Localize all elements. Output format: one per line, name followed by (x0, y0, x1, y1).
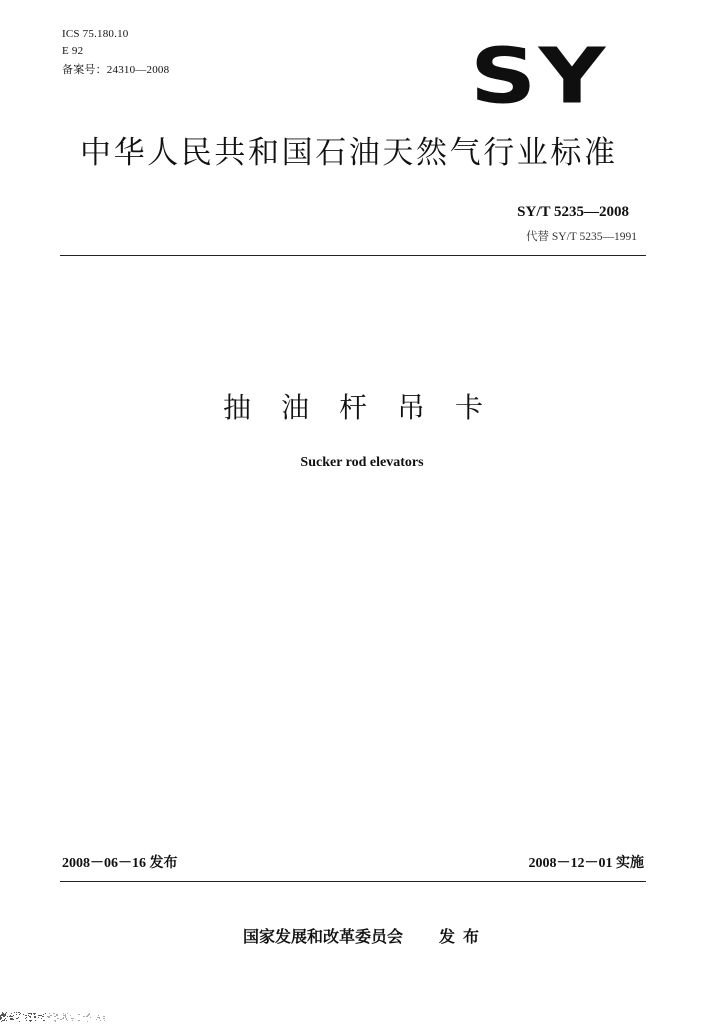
scan-speck (87, 1021, 88, 1022)
filing-number: 备案号：24310—2008 (62, 64, 170, 76)
scan-speck (71, 1018, 73, 1019)
scan-speck (13, 1015, 14, 1016)
scan-speck (55, 1021, 56, 1022)
scan-speck (11, 1013, 12, 1014)
scan-speck (16, 1012, 17, 1013)
scan-speck (49, 1013, 50, 1014)
publisher-line (0, 924, 724, 947)
scan-speck (4, 1020, 5, 1021)
scan-speck (18, 1017, 19, 1018)
scan-speck (67, 1013, 68, 1014)
sy-logo: SY (470, 33, 608, 122)
scan-speck (6, 1012, 7, 1013)
classification-code: E 92 (62, 45, 84, 57)
scan-speck (19, 1021, 20, 1022)
scan-speck (87, 1015, 89, 1016)
scan-speck (53, 1013, 55, 1014)
scan-speck (89, 1013, 90, 1014)
scan-speck (30, 1017, 31, 1018)
scan-speck (28, 1015, 29, 1016)
publisher-name: 国家发展和改革委员会 (242, 927, 403, 946)
bottom-divider (60, 881, 646, 882)
scan-speck (40, 1015, 42, 1016)
scan-speck (104, 1020, 105, 1021)
scan-speck (30, 1021, 31, 1022)
scan-speck (65, 1017, 66, 1018)
publish-label: 发布 (439, 927, 488, 946)
scan-speck (5, 1018, 6, 1019)
scan-speck (3, 1015, 5, 1016)
scan-speck (56, 1015, 57, 1016)
scan-speck (45, 1013, 46, 1014)
scan-artifact (0, 1012, 110, 1022)
scan-speck (50, 1015, 52, 1016)
scan-speck (54, 1016, 56, 1017)
scan-speck (26, 1020, 27, 1021)
scan-speck (18, 1012, 20, 1013)
scan-speck (67, 1020, 68, 1021)
scan-speck (6, 1020, 7, 1021)
scan-speck (63, 1015, 65, 1016)
scan-speck (12, 1016, 13, 1017)
scan-speck (86, 1016, 88, 1017)
scan-speck (28, 1013, 29, 1014)
scan-speck (10, 1019, 11, 1020)
effective-date: 2008－12－01 实施 (528, 856, 644, 871)
scan-speck (25, 1018, 26, 1019)
document-title: 抽油杆吊卡 (222, 391, 513, 424)
scan-speck (38, 1017, 39, 1018)
scan-speck (43, 1014, 44, 1015)
scan-speck (20, 1013, 21, 1014)
scan-speck (12, 1018, 13, 1019)
scan-speck (60, 1019, 62, 1020)
scan-speck (26, 1017, 27, 1018)
scan-speck (23, 1014, 24, 1015)
scan-speck (100, 1020, 101, 1021)
scan-speck (10, 1016, 12, 1017)
document-subtitle-english: Sucker rod elevators (300, 455, 424, 470)
scan-speck (14, 1012, 15, 1013)
scan-speck (38, 1015, 40, 1016)
replaces-standard: 代替 SY/T 5235—1991 (526, 231, 637, 243)
scan-speck (63, 1013, 64, 1014)
scan-speck (97, 1017, 99, 1018)
scan-speck (78, 1020, 80, 1021)
scan-speck (16, 1018, 18, 1019)
scan-speck (90, 1017, 91, 1018)
scan-speck (13, 1019, 14, 1020)
top-divider (60, 255, 646, 256)
standard-number: SY/T 5235—2008 (517, 204, 629, 220)
scan-speck (70, 1015, 71, 1016)
scan-speck (0, 1019, 1, 1020)
ics-code: ICS 75.180.10 (62, 28, 129, 40)
scan-speck (19, 1014, 20, 1015)
scan-speck (43, 1020, 45, 1021)
scan-speck (72, 1020, 73, 1021)
scan-speck (26, 1015, 27, 1016)
scan-speck (34, 1017, 36, 1018)
scan-speck (96, 1019, 97, 1020)
issue-date: 2008－06－16 发布 (62, 856, 178, 871)
scan-speck (42, 1016, 44, 1017)
scan-speck (35, 1020, 36, 1021)
scan-speck (63, 1017, 64, 1018)
scan-speck (99, 1018, 100, 1019)
scan-speck (34, 1016, 35, 1017)
scan-speck (48, 1017, 50, 1018)
scan-speck (41, 1018, 42, 1019)
scan-speck (30, 1020, 32, 1021)
scan-speck (78, 1014, 79, 1015)
scan-speck (16, 1014, 17, 1015)
scan-speck (83, 1016, 85, 1017)
issuing-standard-title: 中华人民共和国石油天然气行业标准 (80, 135, 618, 171)
scan-speck (31, 1014, 32, 1015)
